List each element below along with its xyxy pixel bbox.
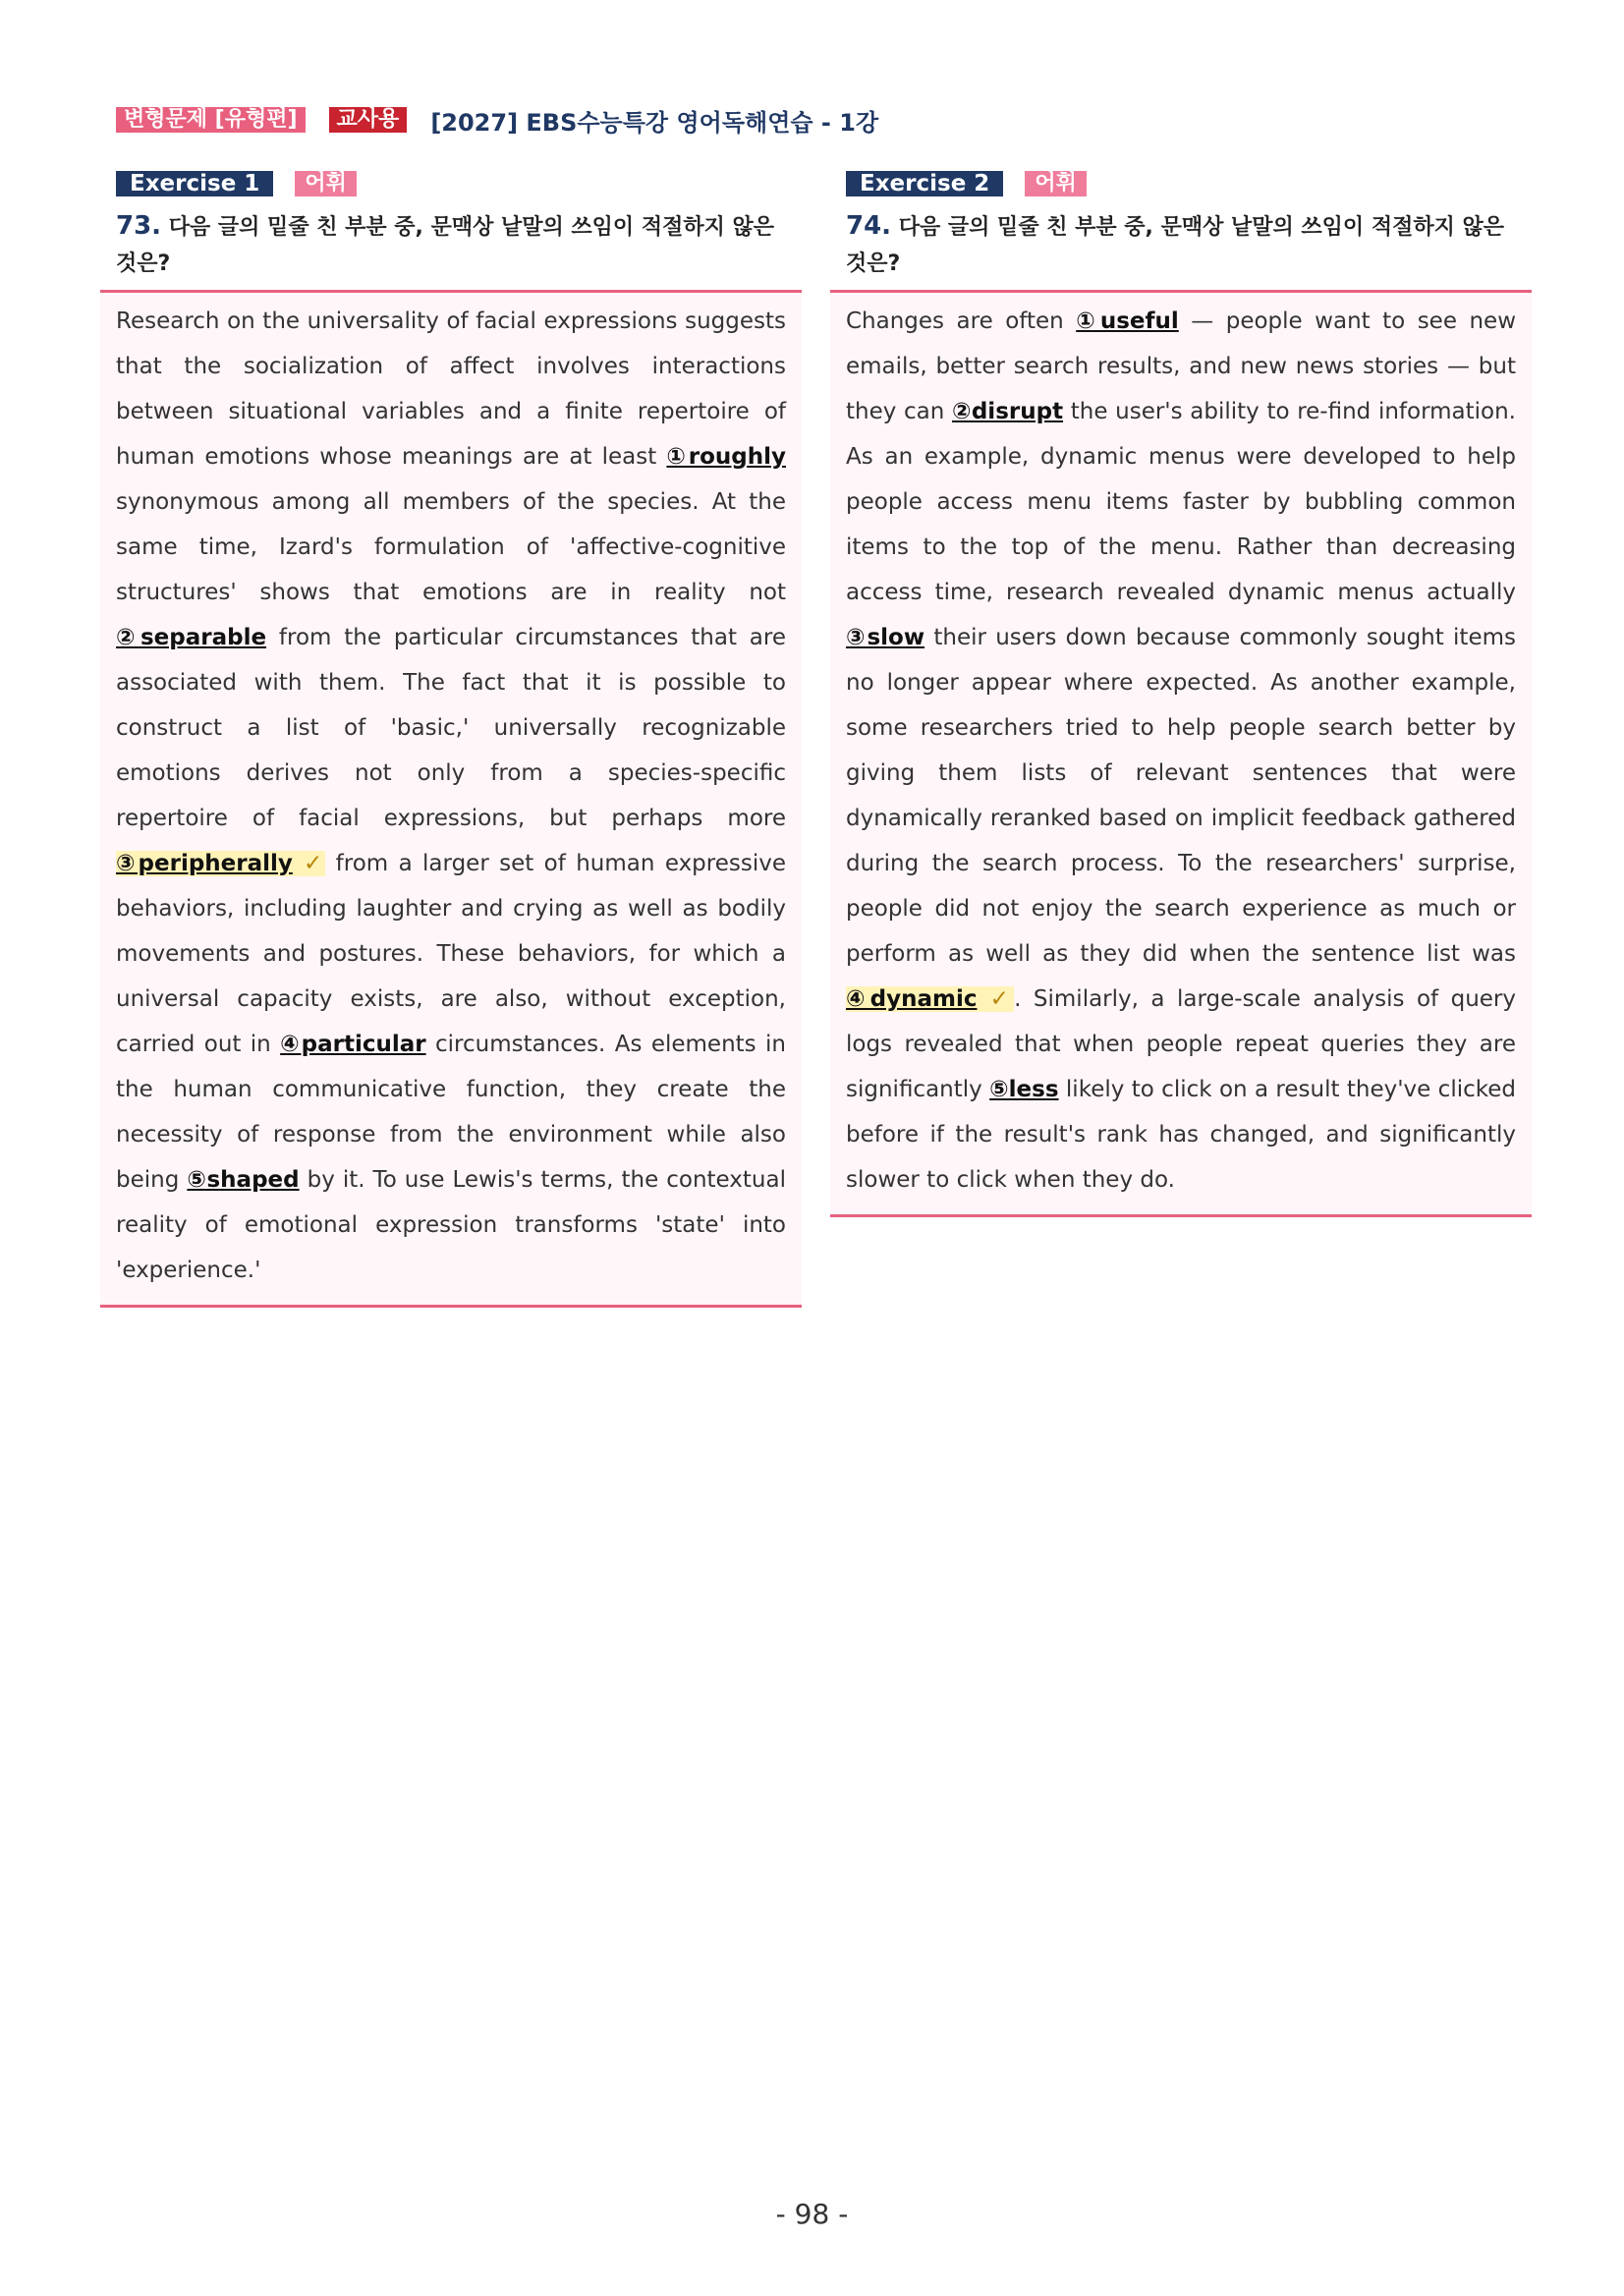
exercise-2-column <box>830 171 1532 1217</box>
underlined-word-4: ④dynamic <box>846 986 978 1012</box>
exercise-1-label: Exercise 1 <box>116 171 273 196</box>
category-tag: 변형문제 [유형편] <box>116 107 306 133</box>
passage-segment: . Similarly, a large-scale analysis of query logs revealed that when people repeat queries they are significantly <box>846 986 1516 1102</box>
passage-segment: Changes are often <box>846 308 1077 334</box>
check-mark-icon: ✓ <box>292 851 326 876</box>
exercise-2-passage <box>830 290 1532 1217</box>
document-title: [2027] EBS수능특강 영어독해연습 - 1강 <box>430 108 879 137</box>
underlined-word-5: ⑤less <box>989 1077 1059 1102</box>
answer-highlight <box>846 986 1014 1012</box>
underlined-word-3: ③slow <box>846 625 925 650</box>
exercise-1-header <box>116 171 802 196</box>
underlined-word-4: ④particular <box>280 1032 426 1057</box>
underlined-word-1: ①roughly <box>666 444 786 470</box>
question-number: 74. <box>846 211 892 241</box>
underlined-word-2: ②disrupt <box>952 399 1064 424</box>
passage-text <box>116 299 786 1293</box>
underlined-word-1: ①useful <box>1076 308 1179 334</box>
question-number: 73. <box>116 211 162 241</box>
passage-segment: from the particular circumstances that are associated with them. The fact that it is possible to construct a list of 'basic,' universally recognizable emotions derives not only from a species-specific repertoire of facial expressions, but perhaps more <box>116 625 786 831</box>
page-header <box>116 104 878 136</box>
exercise-2-question <box>846 208 1504 282</box>
passage-segment: likely to click on a result they've clicked before if the result's rank has changed, and significantly slower to click when they do. <box>846 1077 1516 1193</box>
passage-segment: Research on the universality of facial expressions suggests that the socialization of affect involves interactions between situational variables and a finite repertoire of human emotions whose meanings are at least <box>116 308 786 470</box>
exercise-2-label: Exercise 2 <box>846 171 1003 196</box>
passage-segment: the user's ability to re-find information. As an example, dynamic menus were developed to help people access menu items faster by bubbling common items to the top of the menu. Rather than decreasing access time, research revealed dynamic menus actually <box>846 399 1516 605</box>
passage-segment: synonymous among all members of the species. At the same time, Izard's formulation of 'affective-cognitive structures' shows that emotions are in reality not <box>116 489 786 605</box>
teacher-tag: 교사용 <box>329 107 408 133</box>
exercise-1-type: 어휘 <box>295 171 357 196</box>
exercise-2-type: 어휘 <box>1025 171 1087 196</box>
answer-highlight <box>116 851 325 876</box>
exercise-2-header <box>846 171 1532 196</box>
passage-segment: from a larger set of human expressive behaviors, including laughter and crying as well as bodily movements and postures. These behaviors, for which a universal capacity exists, are also, without exception, carried out in <box>116 851 786 1057</box>
question-text: 다음 글의 밑줄 친 부분 중, 문맥상 낱말의 쓰임이 적절하지 않은 것은? <box>116 215 774 276</box>
passage-segment: by it. To use Lewis's terms, the contextual reality of emotional expression transforms 'state' into 'experience.' <box>116 1167 786 1283</box>
passage-text <box>846 299 1516 1203</box>
page-number: - 98 - <box>775 2198 849 2230</box>
passage-segment: their users down because commonly sought items no longer appear where expected. As another example, some researchers tried to help people search better by giving them lists of relevant sentences that were dynamically reranked based on implicit feedback gathered during the search process. To the researchers' surprise, people did not enjoy the search experience as much or perform as well as they did when the sentence list was <box>846 625 1516 967</box>
exercise-1-passage <box>100 290 802 1308</box>
exercise-1-question <box>116 208 774 282</box>
check-mark-icon: ✓ <box>977 986 1015 1012</box>
question-text: 다음 글의 밑줄 친 부분 중, 문맥상 낱말의 쓰임이 적절하지 않은 것은? <box>846 215 1504 276</box>
underlined-word-2: ②separable <box>116 625 267 650</box>
passage-segment: circumstances. As elements in the human communicative function, they create the necessity of response from the environment while also being <box>116 1032 786 1193</box>
underlined-word-3: ③peripherally <box>116 851 293 876</box>
underlined-word-5: ⑤shaped <box>187 1167 300 1193</box>
passage-segment: — people want to see new emails, better search results, and new news stories — but they can <box>846 308 1517 424</box>
exercise-1-column <box>100 171 802 1308</box>
